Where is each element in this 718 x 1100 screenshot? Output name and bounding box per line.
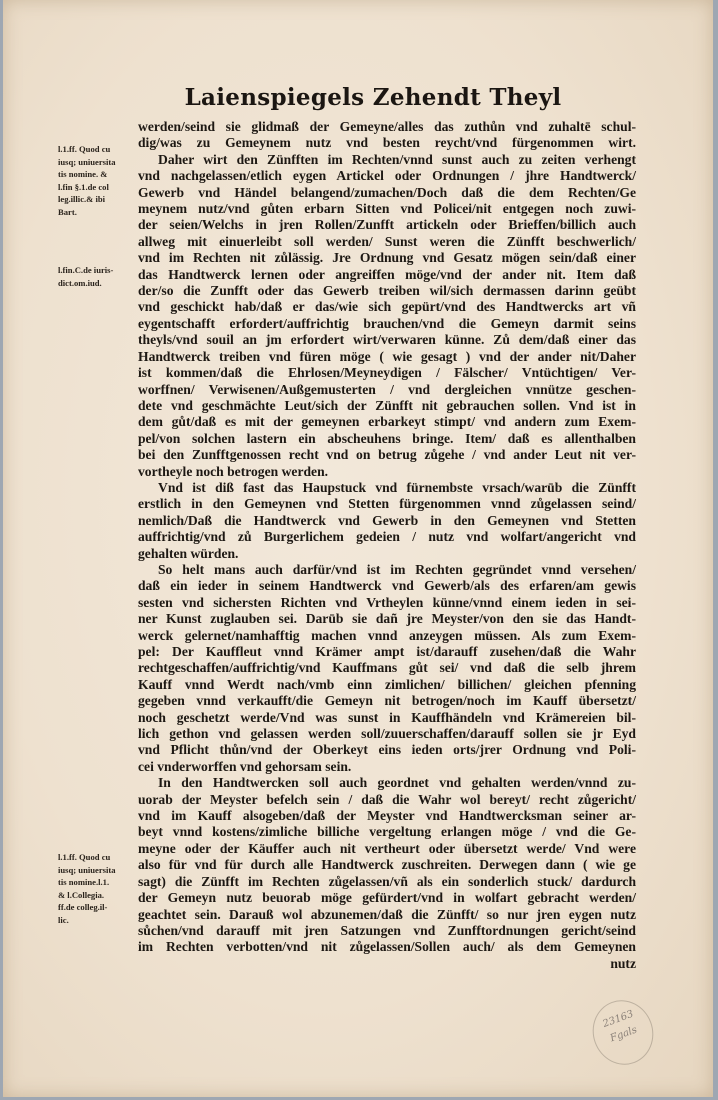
margin-note: [58, 143, 138, 219]
margin-note-line: l.1.ff. Quod cu: [58, 144, 111, 154]
text-line: der seien/Welchs in jren Rollen/Zunfft artickeln oder Brieffen/billich auch: [138, 217, 636, 233]
text-line: rechtgeschaffen/auffrichtig/vnd Kauffmans gůt sei/ vnd daß die selb jhrem: [138, 660, 636, 676]
text-line: worffnen/ Verwisenen/Außgemusterten / vnd dergleichen vnnütze geschen-: [138, 381, 636, 397]
text-line: Kauff vnnd Werdt nach/vmb einn zimlichen/ billichen/ gleichen pfenning: [138, 676, 636, 692]
text-line: der/so die Zunfft oder das Gewerb treiben wil/sich dermassen darinn geübt: [138, 283, 636, 299]
text-line: Gewerb vnd Händel belangend/zumachen/Doch daß die dem Rechten/Ge: [138, 184, 636, 200]
text-line: bei den Zunfftgenossen recht vnd on betrug zůgehe / vnd ander Leut nit ver-: [138, 447, 636, 463]
text-line: im Rechten verbotten/vnd nit zůgelassen/Sollen auch/ als dem Gemeynen: [138, 939, 636, 955]
text-line: Handtwerck treiben vnd füren möge ( wie gesagt ) vnd der ander nit/Daher: [138, 348, 636, 364]
text-line: So helt mans auch darfür/vnd ist im Rechten gegründet vnnd versehen/: [158, 561, 636, 577]
text-line: pel: Der Kauffleut vnnd Krämer ampt ist/darauff zusehen/daß die Wahr: [138, 644, 636, 659]
text-line: dete vnd geschmächte Leut/sich der Zünfft nit gebrauchen sollen. Vnd ist in: [138, 397, 636, 413]
margin-note: [58, 264, 138, 289]
text-line: der Gemeyn nutz beuorab möge gefürdert/vnd in wolfart gebracht werden/: [138, 890, 636, 906]
text-line: vnd nachgelassen/etlich eygen Artickel oder Ordnungen / jhre Handtwerck/: [138, 168, 636, 184]
text-line: uorab der Meyster befelch sein / daß die Wahr wol bereyt/ recht zůgericht/: [138, 791, 636, 807]
text-line: noch geschetzt werde/Vnd was sunst in Kauffhändeln vnd Krämereien bil-: [138, 709, 636, 725]
text-line: theyls/vnd souil an jm erfordert wirt/verwaren künne. Zů dem/daß einer das: [138, 332, 636, 348]
text-line: ner Kunst zuglauben sei. Darūb sie dañ jre Meyster/von den sie das Handt-: [138, 611, 636, 627]
text-line: nemlich/Daß die Handtwerck vnd Gewerb in den Gemeynen vnd Stetten: [138, 512, 636, 528]
text-line: auffrichtig/vnd zů Burgerlichem gedeien / nutz vnd wolfart/angericht vnd: [138, 529, 636, 545]
text-line: daß ein ieder in seinem Handtwerck vnd Gewerb/als des erfaren/am gewis: [138, 578, 636, 594]
margin-note-line: lic.: [58, 914, 69, 925]
margin-note-line: leg.illic.& ibi: [58, 194, 106, 205]
margin-note-line: & l.Collegia.: [58, 889, 105, 900]
pencil-note-line: 23163: [601, 1008, 636, 1030]
margin-note-line: tis nomine. &: [58, 169, 108, 180]
text-line: gegeben vnnd verkaufft/die Gemeyn nit betrogen/noch im Kauff übersetzt/: [138, 693, 636, 709]
text-line: gehalten würden.: [138, 545, 239, 561]
margin-note-line: iusq; uniuersita: [58, 156, 116, 167]
text-line: vnd im Kauff alsogeben/daß der Meyster vnd Handtwercksman seiner ar-: [138, 808, 636, 824]
text-line: vnd im Rechten nit zůlässig. Jre Ordnung vnd Gesatz mögen sein/daß einer: [138, 250, 636, 266]
body-text: [138, 119, 636, 972]
text-line: pel/von solchen lastern ein abscheuhens bringe. Item/ daß es allenthalben: [138, 430, 636, 446]
text-line: eygentschafft erfordert/auffrichtig brauchen/vnd die Gemeyn darmit seins: [138, 315, 636, 331]
text-line: sagt) die Zünfft im Rechten zůgelassen/vñ als ein sonderlich stuck/ dardurch: [138, 873, 636, 889]
text-line: Daher wirt den Zünfften im Rechten/vnnd sunst auch zu zeiten verhengt: [158, 151, 636, 167]
margin-note-line: l.fin §.1.de col: [58, 181, 109, 192]
catchword: nutz: [610, 955, 636, 971]
text-line: vnd geschickt hab/daß er das/wie sich gepürt/vnd des Handtwercks art vñ: [138, 299, 636, 315]
pencil-inventory-note: [584, 992, 663, 1074]
text-line: ist kommen/daß die Ehrlosen/Meyneydigen / Fälscher/ Vntüchtigen/ Ver-: [138, 365, 636, 381]
document-page: [3, 0, 713, 1097]
text-line: meyne oder der Käuffer auch nit vertheurt oder übersetzt werde/ Vnd were: [138, 840, 636, 856]
page-title: Laienspiegels Zehendt Theyl: [184, 84, 562, 111]
margin-note-line: dict.om.iud.: [58, 277, 102, 288]
text-line: lich gethon vnd gelassen werden soll/zuuerschaffen/darauff sollen sie jr Eyd: [138, 726, 636, 742]
text-line: erstlich in den Gemeynen vnd Stetten fürgenommen vnnd zůgelassen seind/: [138, 496, 636, 512]
text-line: das Handtwerck lernen oder angreiffen möge/vnd der ander nit. Item daß: [138, 266, 636, 282]
margin-note-line: Bart.: [58, 206, 77, 217]
margin-note-line: tis nomine.l.1.: [58, 877, 110, 888]
text-line: sesten vnd sichersten Richten vnd Vrtheylen künne/vnnd einem ieden in sei-: [138, 594, 636, 610]
text-line: Vnd ist diß fast das Haupstuck vnd fürnembste vrsach/warūb die Zünfft: [158, 479, 636, 495]
text-line: dem gůt/daß es mit der gemeynen erbarkeyt stimpt/ vnd andern zum Exem-: [138, 414, 636, 430]
pencil-note-line: Fgals: [608, 1024, 639, 1045]
text-line: dig/was zu Gemeynem nutz vnd besten reycht/vnd fürgenommen wirt.: [138, 135, 636, 151]
text-line: meynem nutz/vnd gůten erbarn Sitten vnd Policei/nit entgegen noch zuwi-: [138, 201, 636, 217]
margin-note-line: l.fin.C.de iuris-: [58, 265, 114, 275]
text-line: geachtet sein. Darauß wol abzunemen/daß die Zünfft/ so nur jren eygen nutz: [138, 906, 636, 922]
text-line: werden/seind sie glidmaß der Gemeyne/alles das zuthůn vnd zuhaltē schul-: [138, 119, 636, 134]
text-line: In den Handtwercken soll auch geordnet vnd gehalten werden/vnnd zu-: [158, 775, 636, 791]
text-line: beyt vnnd kostens/zimliche billiche vergeltung erlangen möge / vnd die Ge-: [138, 824, 636, 840]
margin-note: [58, 851, 138, 927]
margin-note-line: ff.de colleg.il-: [58, 902, 108, 913]
margin-note-line: iusq; uniuersita: [58, 864, 116, 875]
text-line: werck gelernet/namhafftig machen vnnd anzeygen müssen. Als zum Exem-: [138, 627, 636, 643]
text-line: vnd Pflicht thůn/vnd der Oberkeyt eins ieden orts/jrer Ordnung vnd Poli-: [138, 742, 636, 758]
text-line: cei vnderworffen vnd gehorsam sein.: [138, 758, 352, 774]
text-line: sůchen/vnd darauff mit jren Satzungen vnd Zunfftordnungen gericht/seind: [138, 922, 636, 938]
text-line: allweg mit einuerleibt soll werden/ Sunst weren die Zünfft beschwerlich/: [138, 233, 636, 249]
margin-note-line: l.1.ff. Quod cu: [58, 852, 111, 862]
text-line: vortheyle noch betrogen werden.: [138, 463, 329, 479]
text-line: also für vnd für durch alle Handtwerck zuschreiten. Derwegen dann ( wie ge: [138, 857, 636, 873]
